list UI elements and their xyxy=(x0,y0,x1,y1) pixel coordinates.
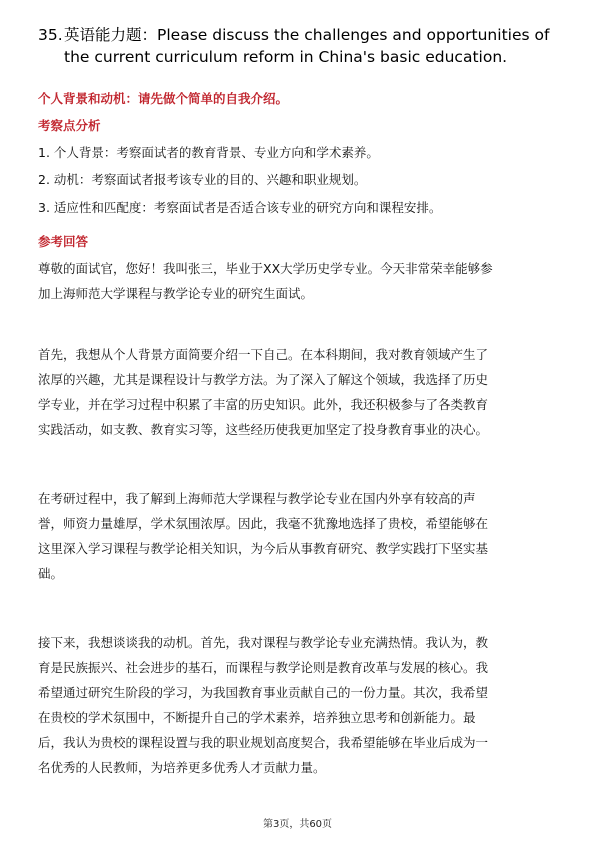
answer-paragraph-3 xyxy=(38,486,563,586)
paragraph-line: 在贵校的学术氛围中，不断提升自己的学术素养，培养独立思考和创新能力。最 xyxy=(38,710,476,725)
paragraph-line: 名优秀的人民教师，为培养更多优秀人才贡献力量。 xyxy=(38,760,326,775)
paragraph-line: 希望通过研究生阶段的学习，为我国教育事业贡献自己的一份力量。其次，我希望 xyxy=(38,685,489,700)
answer-paragraph-2 xyxy=(38,342,563,442)
paragraph-line: 接下来，我想谈谈我的动机。首先，我对课程与教学论专业充满热情。我认为，教 xyxy=(38,635,489,650)
paragraph-line: 础。 xyxy=(38,566,64,581)
question-title xyxy=(38,24,568,68)
paragraph-line: 实践活动，如支教、教育实习等，这些经历使我更加坚定了投身教育事业的决心。 xyxy=(38,422,489,437)
paragraph-line: 这里深入学习课程与教学论相关知识，为今后从事教育研究、教学实践打下坚实基 xyxy=(38,541,489,556)
analysis-item-1: 1. 个人背景：考察面试者的教育背景、专业方向和学术素养。 xyxy=(38,145,379,160)
analysis-item-3: 3. 适应性和匹配度：考察面试者是否适合该专业的研究方向和课程安排。 xyxy=(38,200,442,215)
paragraph-line: 加上海师范大学课程与教学论专业的研究生面试。 xyxy=(38,286,314,301)
paragraph-line: 誉，师资力量雄厚，学术氛围浓厚。因此，我毫不犹豫地选择了贵校，希望能够在 xyxy=(38,516,489,531)
paragraph-line: 学专业，并在学习过程中积累了丰富的历史知识。此外，我还积极参与了各类教育 xyxy=(38,397,489,412)
answer-paragraph-4 xyxy=(38,630,563,780)
paragraph-line: 在考研过程中，我了解到上海师范大学课程与教学论专业在国内外享有较高的声 xyxy=(38,491,476,506)
question-number: 35. xyxy=(38,26,63,44)
analysis-item-2: 2. 动机：考察面试者报考该专业的目的、兴趣和职业规划。 xyxy=(38,172,367,187)
paragraph-line: 育是民族振兴、社会进步的基石，而课程与教学论则是教育改革与发展的核心。我 xyxy=(38,660,489,675)
paragraph-line: 浓厚的兴趣，尤其是课程设计与教学方法。为了深入了解这个领域，我选择了历史 xyxy=(38,372,489,387)
answer-paragraph-1 xyxy=(38,256,563,306)
question-line-1: 英语能力题：Please discuss the challenges and opportunities of xyxy=(64,26,550,44)
paragraph-line: 后，我认为贵校的课程设置与我的职业规划高度契合，我希望能够在毕业后成为一 xyxy=(38,735,489,750)
answer-heading: 参考回答 xyxy=(38,234,89,249)
prompt-heading: 个人背景和动机：请先做个简单的自我介绍。 xyxy=(38,91,289,106)
analysis-heading: 考察点分析 xyxy=(38,118,101,133)
paragraph-line: 首先，我想从个人背景方面简要介绍一下自己。在本科期间，我对教育领域产生了 xyxy=(38,347,489,362)
question-line-2: the current curriculum reform in China's basic education. xyxy=(64,48,508,66)
page-footer: 第3页，共60页 xyxy=(262,819,333,830)
paragraph-line: 尊敬的面试官，您好！我叫张三，毕业于XX大学历史学专业。今天非常荣幸能够参 xyxy=(38,261,493,276)
